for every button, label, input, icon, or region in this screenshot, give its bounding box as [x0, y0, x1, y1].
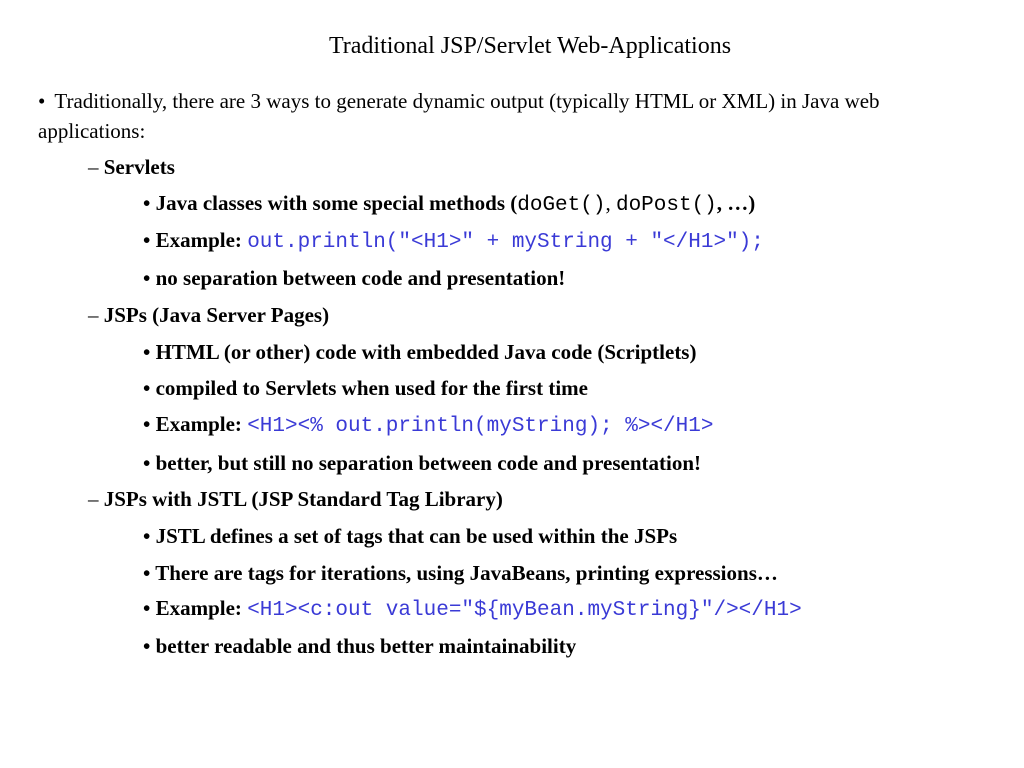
dash: – [88, 487, 99, 511]
servlets-item-methods [143, 188, 755, 221]
jstl-item-tags: • JSTL defines a set of tags that can be used within the JSPs [143, 524, 678, 548]
item-text: • Java classes with some special methods ( [143, 191, 518, 215]
dash: – [88, 303, 99, 327]
code-snippet: <H1><c:out value="${myBean.myString}"/></H1> [247, 599, 802, 622]
separator: , [605, 191, 616, 215]
code-snippet: <H1><% out.println(myString); %></H1> [247, 415, 714, 438]
dash: – [88, 155, 99, 179]
section-heading-servlets [88, 152, 175, 182]
example-label: • Example: [143, 412, 248, 436]
section-heading-jstl [88, 484, 503, 514]
jstl-item-readable: • better readable and thus better maintainability [143, 634, 577, 658]
servlets-item-separation: • no separation between code and presentation! [143, 266, 566, 290]
heading-text: JSPs (Java Server Pages) [103, 303, 330, 327]
jsps-item-compiled: • compiled to Servlets when used for the first time [143, 376, 588, 400]
example-label: • Example: [143, 228, 248, 252]
code-snippet: out.println("<H1>" + myString + "</H1>"); [247, 231, 764, 254]
bullet: • [38, 89, 46, 113]
jsps-item-example [143, 409, 713, 442]
intro-paragraph [38, 86, 968, 146]
jstl-item-iterations: • There are tags for iterations, using JavaBeans, printing expressions… [143, 561, 778, 585]
code-snippet: doGet() [517, 194, 606, 217]
jstl-item-example [143, 593, 802, 626]
heading-text: JSPs with JSTL (JSP Standard Tag Library) [103, 487, 503, 511]
servlets-item-example [143, 225, 764, 258]
heading-text: Servlets [103, 155, 175, 179]
jsps-item-better: • better, but still no separation between code and presentation! [143, 451, 702, 475]
item-text: , …) [716, 191, 756, 215]
code-snippet: doPost() [615, 194, 717, 217]
jsps-item-embedded: • HTML (or other) code with embedded Java code (Scriptlets) [143, 340, 697, 364]
slide-title: Traditional JSP/Servlet Web-Applications [328, 33, 732, 59]
section-heading-jsps [88, 300, 329, 330]
example-label: • Example: [143, 596, 248, 620]
intro-text: Traditionally, there are 3 ways to generate dynamic output (typically HTML or XML) in Java web applications: [38, 89, 880, 143]
